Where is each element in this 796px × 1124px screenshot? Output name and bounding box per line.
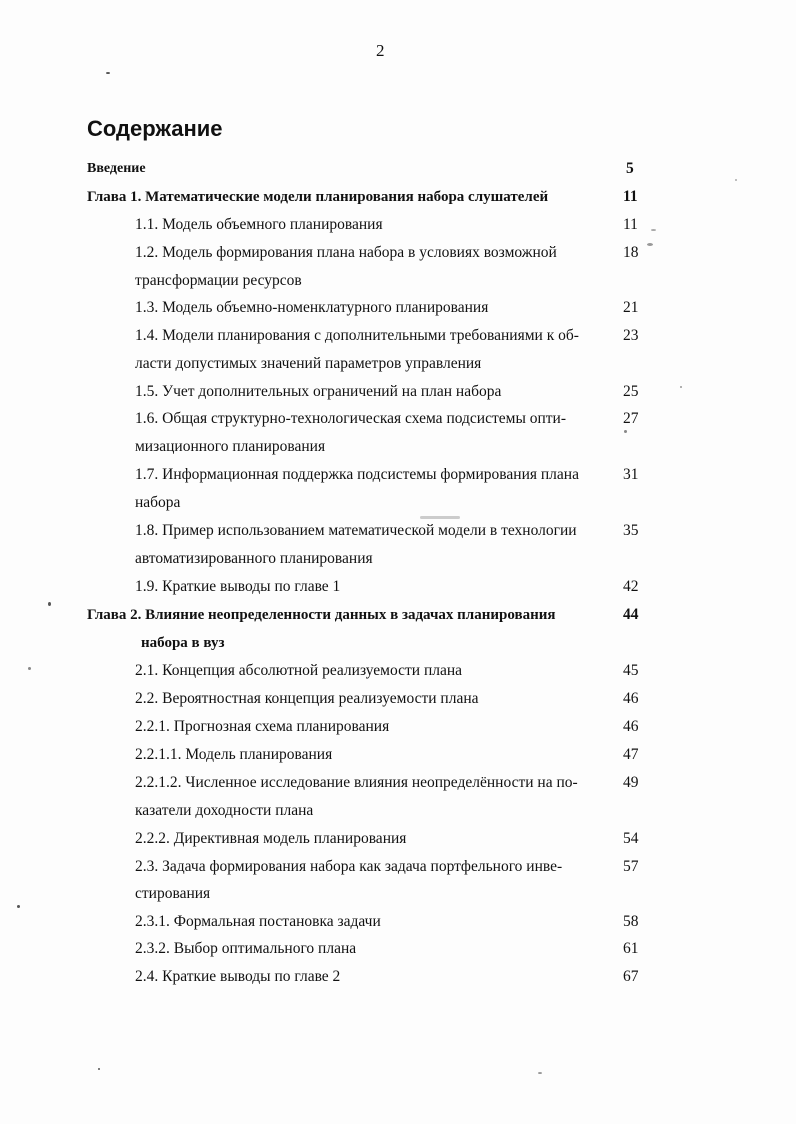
toc-entry-text: Введение [87, 161, 146, 176]
toc-entry-text: 2.2.2. Директивная модель планирования [135, 830, 407, 847]
toc-entry-text: 1.8. Пример использованием математической модели в технологии [135, 522, 577, 539]
scan-speck [28, 667, 31, 670]
toc-entry-page: 44 [623, 606, 639, 623]
toc-entry-text: набора [135, 494, 181, 511]
toc-entry-text: 1.5. Учет дополнительных ограничений на план набора [135, 383, 502, 400]
scan-speck [651, 229, 656, 231]
toc-entry-text: трансформации ресурсов [135, 272, 302, 289]
toc-entry-text: 2.2.1.2. Численное исследование влияния неопределённости на по- [135, 774, 578, 791]
scan-speck [48, 602, 51, 606]
toc-entry-text: 2.3.1. Формальная постановка задачи [135, 913, 381, 930]
toc-entry-page: 35 [623, 522, 639, 539]
toc-entry-text: мизационного планирования [135, 438, 326, 455]
toc-entry-text: 2.3.2. Выбор оптимального плана [135, 940, 357, 957]
toc-entry-page: 25 [623, 383, 639, 400]
toc-entry-text: Глава 2. Влияние неопределенности данных в задачах планирования [87, 607, 556, 623]
toc-entry-text: казатели доходности плана [135, 802, 314, 819]
toc-entry-text: набора в вуз [141, 635, 225, 651]
scan-speck [420, 516, 460, 519]
toc-entry-page: 49 [623, 774, 639, 791]
scan-speck [680, 386, 682, 388]
toc-entry-page: 5 [626, 160, 634, 177]
toc-entry-page: 11 [623, 188, 638, 205]
page-title: Содержание [87, 116, 223, 141]
toc-entry-text: 1.6. Общая структурно-технологическая схема подсистемы опти- [135, 410, 567, 427]
toc-entry-page: 31 [623, 466, 639, 483]
toc-entry-page: 54 [623, 830, 639, 847]
toc-entry-text: 2.2.1.1. Модель планирования [135, 746, 333, 763]
toc-entry-text: 1.2. Модель формирования плана набора в условиях возможной [135, 244, 557, 261]
scan-speck [735, 179, 737, 181]
toc-entry-page: 58 [623, 913, 639, 930]
page-number: 2 [376, 41, 385, 60]
toc-entry-text: 2.2. Вероятностная концепция реализуемости плана [135, 690, 479, 707]
scan-speck [538, 1072, 542, 1074]
scan-speck [647, 243, 653, 246]
scan-speck [624, 430, 627, 433]
toc-entry-page: 18 [623, 244, 639, 261]
toc-entry-page: 45 [623, 662, 639, 679]
toc-entry-text: ласти допустимых значений параметров управления [135, 355, 482, 372]
toc-entry-text: 2.1. Концепция абсолютной реализуемости плана [135, 662, 463, 679]
toc-entry-text: 2.3. Задача формирования набора как задача портфельного инве- [135, 858, 563, 875]
toc-entry-page: 46 [623, 718, 639, 735]
toc-entry-text: 1.3. Модель объемно-номенклатурного планирования [135, 299, 489, 316]
toc-entry-text: 1.9. Краткие выводы по главе 1 [135, 578, 341, 595]
toc-entry-page: 23 [623, 327, 639, 344]
toc-entry-text: 1.7. Информационная поддержка подсистемы формирования плана [135, 466, 579, 483]
toc-entry-page: 21 [623, 299, 639, 316]
toc-entry-page: 67 [623, 968, 639, 985]
toc-entry-text: 2.4. Краткие выводы по главе 2 [135, 968, 341, 985]
scan-speck [17, 905, 20, 908]
toc-entry-text: 1.4. Модели планирования с дополнительными требованиями к об- [135, 327, 579, 344]
toc-entry-page: 61 [623, 940, 639, 957]
toc-entry-text: 1.1. Модель объемного планирования [135, 216, 383, 233]
toc-entry-page: 47 [623, 746, 639, 763]
toc-entry-text: автоматизированного планирования [135, 550, 373, 567]
scan-speck [106, 72, 110, 74]
toc-entry-text: 2.2.1. Прогнозная схема планирования [135, 718, 390, 735]
scan-speck [98, 1068, 100, 1070]
toc-entry-page: 57 [623, 858, 639, 875]
toc-entry-page: 46 [623, 690, 639, 707]
toc-entry-text: Глава 1. Математические модели планирования набора слушателей [87, 189, 549, 205]
toc-entry-text: стирования [135, 885, 211, 902]
toc-entry-page: 27 [623, 410, 639, 427]
toc-entry-page: 11 [623, 216, 638, 233]
toc-entry-page: 42 [623, 578, 639, 595]
